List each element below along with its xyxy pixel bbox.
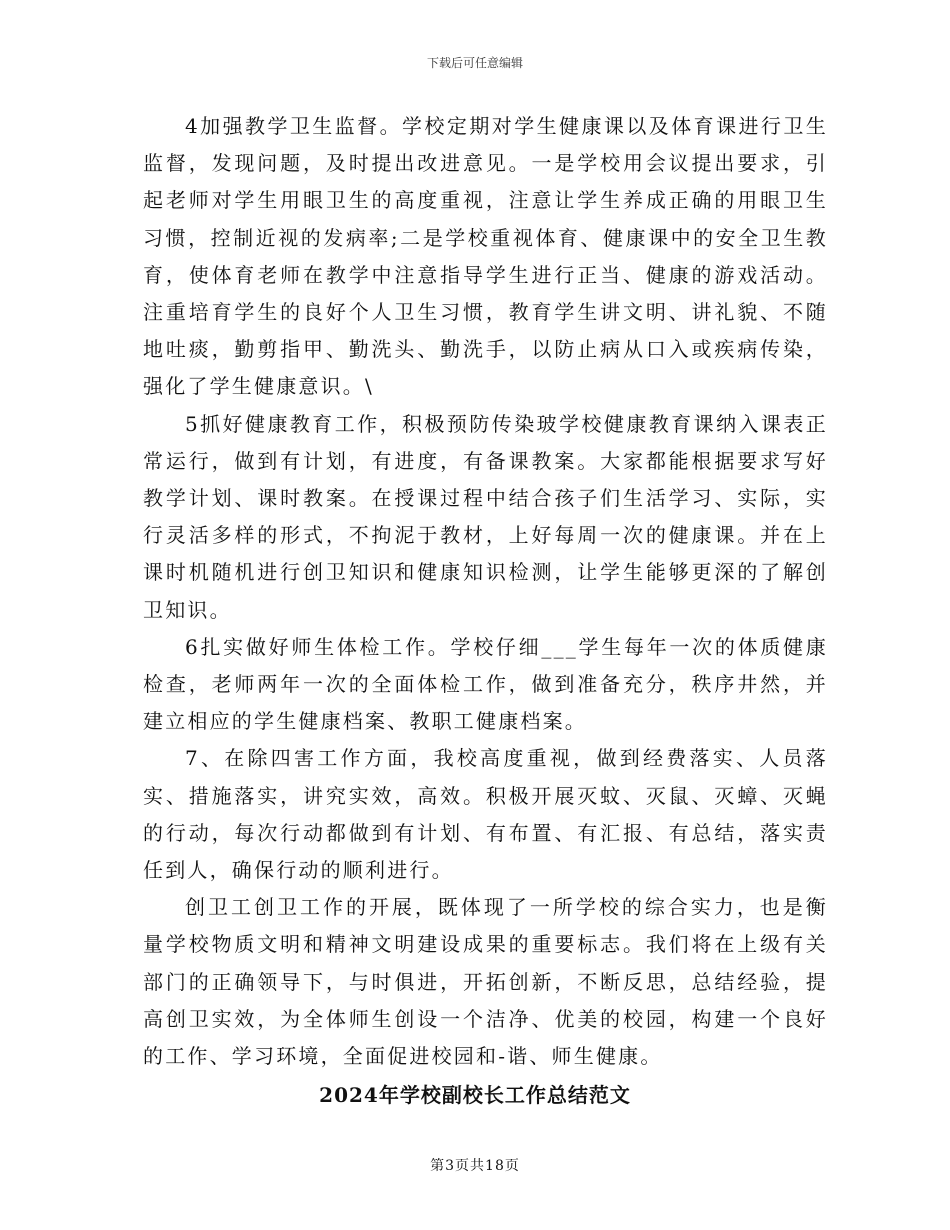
paragraph-pest-control: 7、在除四害工作方面，我校高度重视，做到经费落实、人员落实、措施落实，讲究实效，高效。积极开展灭蚊、灭鼠、灭蟑、灭蝇的行动，每次行动都做到有计划、有布置、有汇报、有总结，落实责任到人，确保行动的顺利进行。 <box>143 746 828 883</box>
paragraph-conclusion: 创卫工创卫工作的开展，既体现了一所学校的综合实力，也是衡量学校物质文明和精神文明建设成果的重要标志。我们将在上级有关部门的正确领导下，与时俱进，开拓创新，不断反思，总结经验，提高创卫实效，为全体师生创设一个洁净、优美的校园，构建一个良好的工作、学习环境，全面促进校园和-谐、师生健康。 <box>143 895 828 1069</box>
paragraph-hygiene-supervision: 4加强教学卫生监督。学校定期对学生健康课以及体育课进行卫生监督，发现问题，及时提出改进意见。一是学校用会议提出要求，引起老师对学生用眼卫生的高度重视，注意让学生养成正确的用眼卫生习惯，控制近视的发病率;二是学校重视体育、健康课中的安全卫生教育，使体育老师在教学中注意指导学生进行正当、健康的游戏活动。注重培育学生的良好个人卫生习惯，教育学生讲文明、讲礼貌、不随地吐痰，勤剪指甲、勤洗头、勤洗手，以防止病从口入或疾病传染，强化了学生健康意识。\ <box>143 114 828 399</box>
next-section-title: 2024年学校副校长工作总结范文 <box>319 1083 631 1107</box>
document-body <box>143 108 828 1075</box>
paragraph-physical-exam: 6扎实做好师生体检工作。学校仔细___学生每年一次的体质健康检查，老师两年一次的全面体检工作，做到准备充分，秩序井然，并建立相应的学生健康档案、教职工健康档案。 <box>143 634 828 734</box>
paragraph-health-education: 5抓好健康教育工作，积极预防传染玻学校健康教育课纳入课表正常运行，做到有计划，有进度，有备课教案。大家都能根据要求写好教学计划、课时教案。在授课过程中结合孩子们生活学习、实际，实行灵活多样的形式，不拘泥于教材，上好每周一次的健康课。并在上课时机随机进行创卫知识和健康知识检测，让学生能够更深的了解创卫知识。 <box>143 411 828 622</box>
page-header-note: 下载后可任意编辑 <box>426 56 523 70</box>
page-number: 第3页共18页 <box>430 1158 520 1174</box>
